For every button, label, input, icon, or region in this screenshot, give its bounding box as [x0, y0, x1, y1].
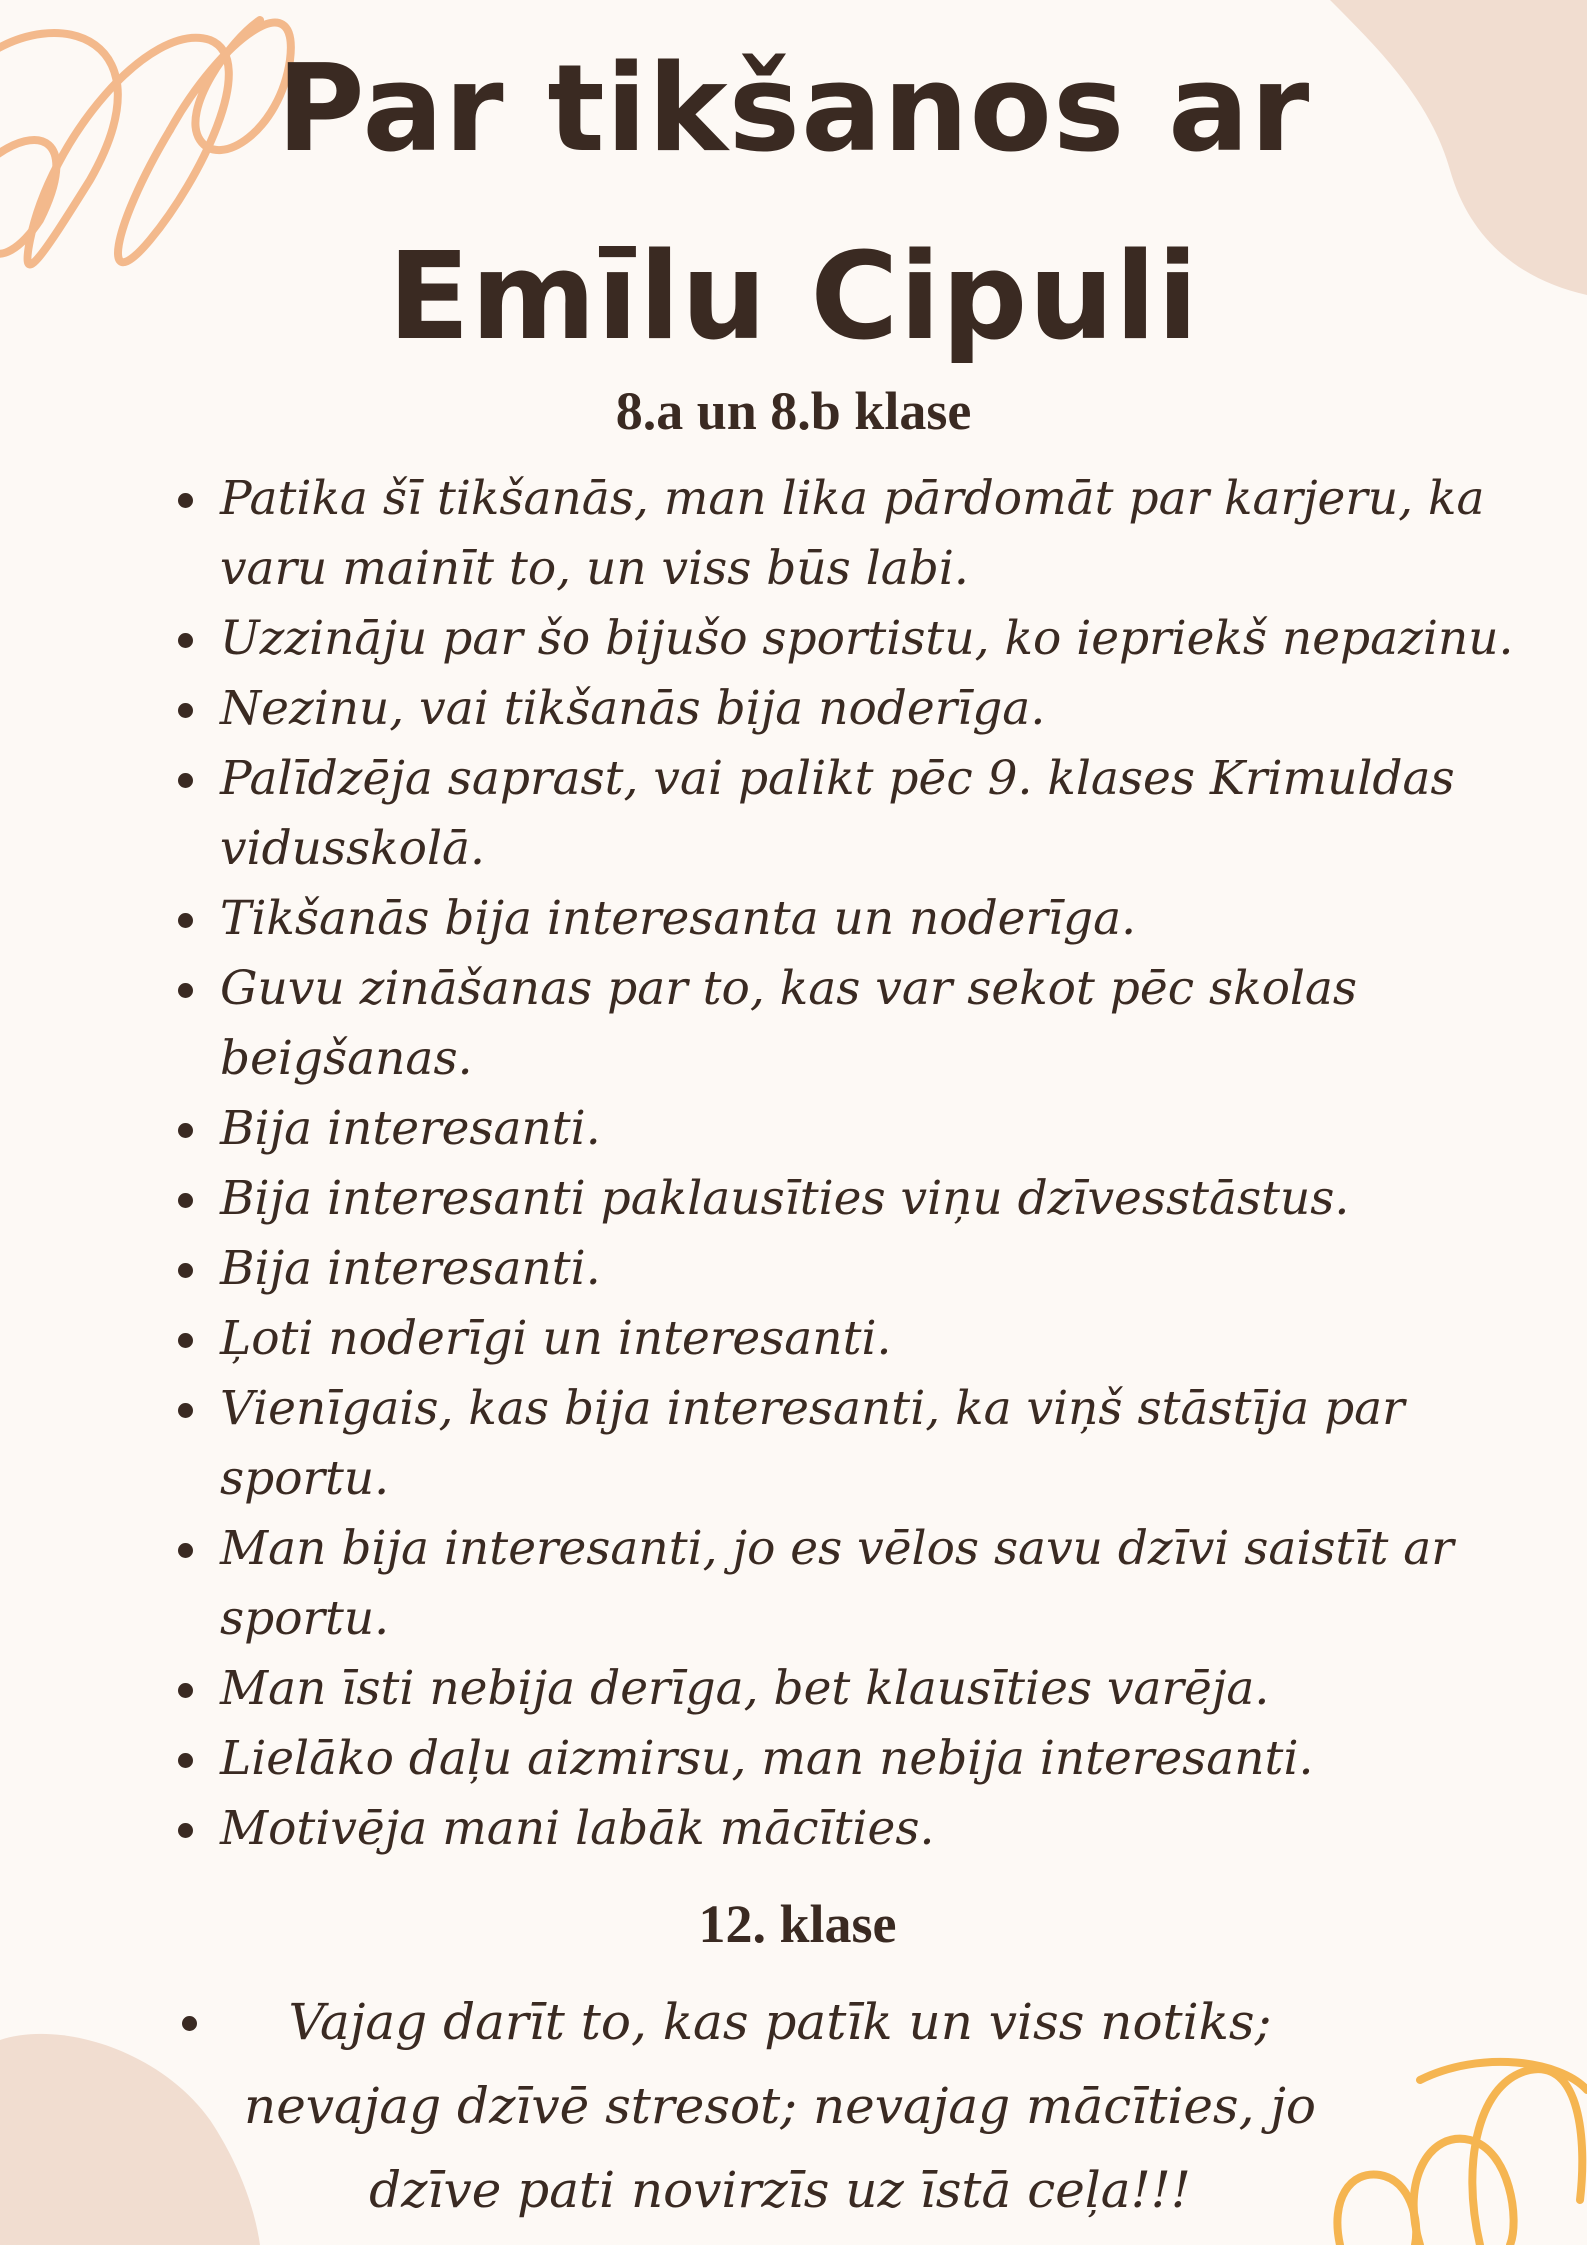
- page-title-line-2: Emīlu Cipuli: [387, 228, 1200, 367]
- section-heading-12-class: 12. klase: [698, 1894, 897, 1954]
- list-item: Lielāko daļu aizmirsu, man nebija interesanti.: [220, 1724, 1560, 1794]
- feedback-list-8-class: [220, 464, 1560, 1864]
- list-item: Man bija interesanti, jo es vēlos savu dzīvi saistīt ar sportu.: [220, 1514, 1560, 1654]
- list-item: Patika šī tikšanās, man lika pārdomāt par karjeru, ka varu mainīt to, un viss būs labi.: [220, 464, 1560, 604]
- list-item: Uzzināju par šo bijušo sportistu, ko iepriekš nepazinu.: [220, 604, 1560, 674]
- list-item: Bija interesanti.: [220, 1234, 1560, 1304]
- list-item: Tikšanās bija interesanta un noderīga.: [220, 884, 1560, 954]
- list-item: Motivēja mani labāk mācīties.: [220, 1794, 1560, 1864]
- list-item: Nezinu, vai tikšanās bija noderīga.: [220, 674, 1560, 744]
- list-item: Ļoti noderīgi un interesanti.: [220, 1304, 1560, 1374]
- list-item: Bija interesanti paklausīties viņu dzīvesstāstus.: [220, 1164, 1560, 1234]
- page-title-line-1: Par tikšanos ar: [276, 40, 1311, 179]
- bottom-right-scribble: [1337, 2062, 1587, 2245]
- list-item: Bija interesanti.: [220, 1094, 1560, 1164]
- list-item: Vajag darīt to, kas patīk un viss notiks; nevajag dzīvē stresot; nevajag mācīties, jo dzīve pati novirzīs uz īstā ceļa!!!: [200, 1980, 1360, 2232]
- section-heading-8-class: 8.a un 8.b klase: [615, 381, 972, 441]
- list-item: Man īsti nebija derīga, bet klausīties varēja.: [220, 1654, 1560, 1724]
- feedback-list-12-class: [200, 1980, 1360, 2232]
- list-item: Guvu zināšanas par to, kas var sekot pēc skolas beigšanas.: [220, 954, 1560, 1094]
- list-item: Vienīgais, kas bija interesanti, ka viņš stāstīja par sportu.: [220, 1374, 1560, 1514]
- list-item: Palīdzēja saprast, vai palikt pēc 9. klases Krimuldas vidusskolā.: [220, 744, 1560, 884]
